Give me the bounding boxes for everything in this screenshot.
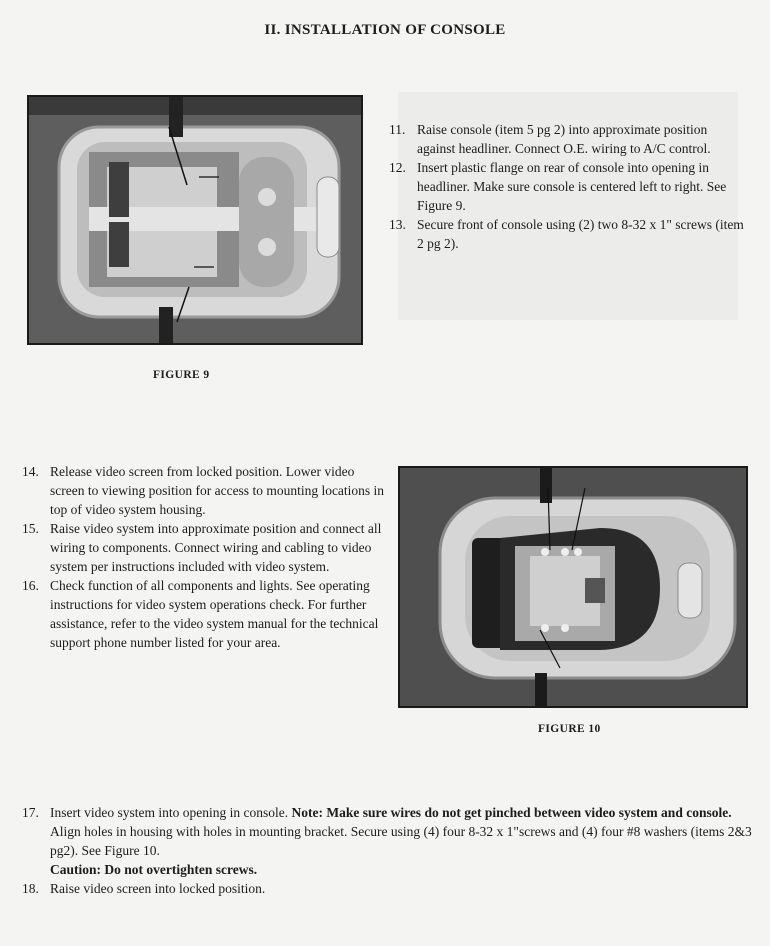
steps-middle-list xyxy=(22,462,386,652)
step-17-note: Note: Make sure wires do not get pinched between video system and console. xyxy=(291,805,732,820)
caution-warning: Caution: Do not overtighten screws. xyxy=(50,862,258,877)
video-system-illustration xyxy=(400,468,746,706)
step-11: 11. Raise console (item 5 pg 2) into approximate position against headliner. Connect O.E. wiring to A/C control. xyxy=(389,122,711,156)
steps-bottom-list xyxy=(22,803,760,898)
step-17: 17. Insert video system into opening in console. Note: Make sure wires do not get pinched between video system and console. Align holes in housing with holes in mounting bracket. Secure using (4) four 8-32 x 1"screws and (4) four #8 washers (items 2&3 pg2). See Figure 10. Caution: Do not overtighten screws. xyxy=(30,803,760,879)
step-14: 14. Release video screen from locked position. Lower video screen to viewing position for access to mounting locations in top of video system housing. xyxy=(22,464,385,517)
step-18: 18. Raise video screen into locked position. xyxy=(22,881,266,896)
step-15: 15. Raise video system into approximate position and connect all wiring to components. Connect wiring and cabling to video system per instructions included with video system. xyxy=(22,521,382,574)
figure-9-photo xyxy=(27,95,363,345)
figure-9-caption: FIGURE 9 xyxy=(153,369,210,381)
step-12: 12. Insert plastic flange on rear of console into opening in headliner. Make sure console is centered left to right. See Figure 9. xyxy=(389,160,727,213)
step-13: 13. Secure front of console using (2) two 8-32 x 1" screws (item 2 pg 2). xyxy=(389,217,744,251)
figure-10-caption: FIGURE 10 xyxy=(538,723,601,735)
figure-10-photo xyxy=(398,466,748,708)
steps-top-list xyxy=(389,120,747,253)
console-headliner-illustration xyxy=(29,97,361,343)
section-title: II. INSTALLATION OF CONSOLE xyxy=(264,22,506,38)
step-16: 16. Check function of all components and lights. See operating instructions for video system operations check. For further assistance, refer to the video system manual for the technical support phone number listed for your area. xyxy=(22,578,379,650)
